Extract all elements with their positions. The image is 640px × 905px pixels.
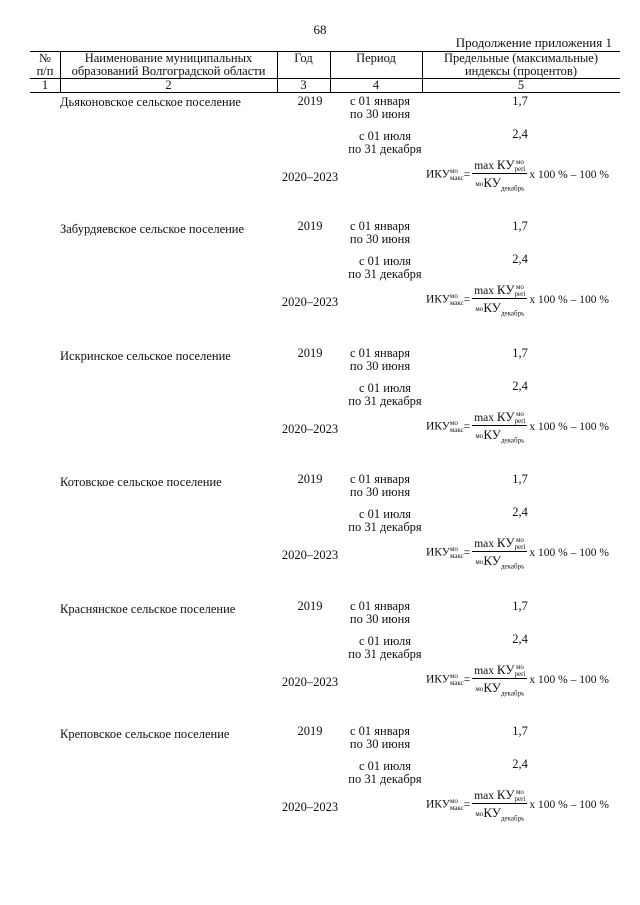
period-first-half: с 01 января по 30 июня (349, 219, 411, 246)
formula-lhs: ИКУ мо макс (426, 796, 464, 812)
header-col-period: Период (356, 51, 396, 65)
formula-tail: х 100 % – 100 % (529, 673, 609, 686)
year-2019: 2019 (297, 724, 323, 738)
index-formula (426, 787, 609, 823)
continuation-note: Продолжение приложения 1 (455, 35, 612, 50)
index-formula (426, 157, 609, 193)
formula-equals: = (463, 293, 471, 306)
period-second-half: с 01 июля по 31 декабря (348, 507, 422, 534)
year-2019: 2019 (297, 219, 323, 233)
index-first-half: 1,7 (512, 219, 528, 233)
formula-equals: = (463, 168, 471, 181)
year-2020-2023: 2020–2023 (281, 170, 339, 184)
formula-lhs: ИКУ мо макс (426, 166, 464, 182)
year-2020-2023: 2020–2023 (281, 800, 339, 814)
formula-lhs: ИКУ мо макс (426, 291, 464, 307)
period-first-half: с 01 января по 30 июня (349, 599, 411, 626)
page-number: 68 (313, 22, 327, 37)
header-num-2: 2 (165, 78, 172, 92)
municipality-name: Забурдяевское сельское поселение (60, 222, 245, 236)
formula-fraction: max КУ мо peri мо $КУ_{декабрь}$ (474, 282, 526, 318)
year-2019: 2019 (297, 599, 323, 613)
formula-tail: х 100 % – 100 % (529, 798, 609, 811)
formula-fraction: max КУ мо peri мо $КУ_{декабрь}$ (474, 662, 526, 698)
year-2020-2023: 2020–2023 (281, 422, 339, 436)
formula-fraction: max КУ мо peri мо $КУ_{декабрь}$ (474, 157, 526, 193)
index-first-half: 1,7 (512, 94, 528, 108)
header-num-4: 4 (372, 78, 380, 92)
header-num-5: 5 (517, 78, 525, 92)
municipality-name: Краснянское сельское поселение (60, 602, 236, 616)
index-second-half: 2,4 (512, 757, 528, 771)
year-2020-2023: 2020–2023 (281, 295, 339, 309)
period-second-half: с 01 июля по 31 декабря (348, 129, 422, 156)
municipality-name: Дьяконовское сельское поселение (60, 95, 241, 109)
formula-tail: х 100 % – 100 % (529, 293, 609, 306)
index-first-half: 1,7 (512, 724, 528, 738)
header-num-1: 1 (41, 78, 49, 92)
index-second-half: 2,4 (512, 379, 528, 393)
formula-equals: = (463, 798, 471, 811)
header-col-number: № п/п (36, 51, 54, 78)
formula-equals: = (463, 546, 471, 559)
index-formula (426, 282, 609, 318)
period-second-half: с 01 июля по 31 декабря (348, 634, 422, 661)
formula-fraction: max КУ мо peri мо $КУ_{декабрь}$ (474, 535, 526, 571)
index-formula (426, 535, 609, 571)
index-first-half: 1,7 (512, 472, 528, 486)
period-first-half: с 01 января по 30 июня (349, 346, 411, 373)
year-2019: 2019 (297, 94, 323, 108)
formula-lhs: ИКУ мо макс (426, 671, 464, 687)
header-col-name: Наименование муниципальных образований Волгоградской области (71, 51, 266, 78)
period-second-half: с 01 июля по 31 декабря (348, 381, 422, 408)
year-2020-2023: 2020–2023 (281, 548, 339, 562)
formula-tail: х 100 % – 100 % (529, 546, 609, 559)
index-second-half: 2,4 (512, 632, 528, 646)
year-2019: 2019 (297, 472, 323, 486)
header-col-year: Год (294, 51, 313, 65)
header-num-3: 3 (300, 78, 307, 92)
index-second-half: 2,4 (512, 127, 528, 141)
year-2020-2023: 2020–2023 (281, 675, 339, 689)
index-second-half: 2,4 (512, 505, 528, 519)
index-formula (426, 409, 609, 445)
index-first-half: 1,7 (512, 346, 528, 360)
index-second-half: 2,4 (512, 252, 528, 266)
period-first-half: с 01 января по 30 июня (349, 724, 411, 751)
formula-equals: = (463, 420, 471, 433)
formula-fraction: max КУ мо peri мо $КУ_{декабрь}$ (474, 787, 526, 823)
formula-tail: х 100 % – 100 % (529, 168, 609, 181)
formula-tail: х 100 % – 100 % (529, 420, 609, 433)
year-2019: 2019 (297, 346, 323, 360)
period-second-half: с 01 июля по 31 декабря (348, 759, 422, 786)
header-col-index: Предельные (максимальные) индексы (процентов) (443, 51, 599, 78)
formula-lhs: ИКУ мо макс (426, 544, 464, 560)
municipality-name: Искринское сельское поселение (60, 349, 231, 363)
formula-lhs: ИКУ мо макс (426, 418, 464, 434)
period-first-half: с 01 января по 30 июня (349, 94, 411, 121)
period-second-half: с 01 июля по 31 декабря (348, 254, 422, 281)
index-formula (426, 662, 609, 698)
formula-fraction: max КУ мо peri мо $КУ_{декабрь}$ (474, 409, 526, 445)
municipality-name: Котовское сельское поселение (60, 475, 222, 489)
index-first-half: 1,7 (512, 599, 528, 613)
period-first-half: с 01 января по 30 июня (349, 472, 411, 499)
municipality-name: Креповское сельское поселение (60, 727, 230, 741)
table-header (30, 51, 620, 93)
formula-equals: = (463, 673, 471, 686)
